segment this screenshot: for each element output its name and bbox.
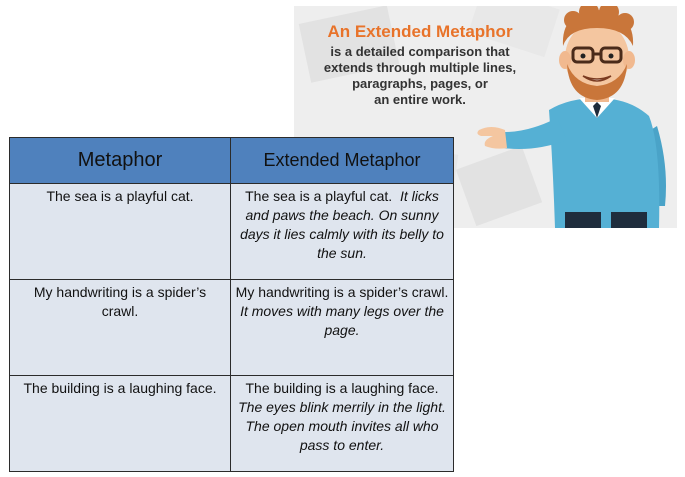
metaphor-cell: The sea is a playful cat. xyxy=(10,184,231,280)
extended-plain-text: The sea is a playful cat. xyxy=(245,188,393,204)
extended-metaphor-cell xyxy=(231,184,454,280)
extended-metaphor-cell xyxy=(231,376,454,472)
table-row xyxy=(10,280,454,376)
table-row xyxy=(10,184,454,280)
header-metaphor: Metaphor xyxy=(10,138,231,184)
extended-italic-text: It licks and paws the beach. On sunny days it lies calmly with its belly to the sun. xyxy=(240,188,444,261)
extended-italic-text: The eyes blink merrily in the light. The open mouth invites all who pass to enter. xyxy=(238,399,446,453)
definition-line: paragraphs, pages, or xyxy=(352,76,488,91)
metaphor-cell: My handwriting is a spider’s crawl. xyxy=(10,280,231,376)
definition-title: An Extended Metaphor xyxy=(327,22,513,41)
extended-italic-text: It moves with many legs over the page. xyxy=(240,303,444,338)
metaphor-cell: The building is a laughing face. xyxy=(10,376,231,472)
definition-line: is a detailed comparison that xyxy=(330,44,510,59)
table-row xyxy=(10,376,454,472)
header-extended-metaphor: Extended Metaphor xyxy=(231,138,454,184)
definition-line: extends through multiple lines, xyxy=(323,60,517,75)
extended-plain-text: My handwriting is a spider’s crawl. xyxy=(235,284,449,300)
extended-metaphor-cell xyxy=(231,280,454,376)
table-header-row xyxy=(10,138,454,184)
definition-line: an entire work. xyxy=(374,92,466,107)
teacher-character-icon xyxy=(469,6,677,228)
metaphor-comparison-table xyxy=(9,137,454,472)
extended-plain-text: The building is a laughing face. xyxy=(245,380,439,396)
